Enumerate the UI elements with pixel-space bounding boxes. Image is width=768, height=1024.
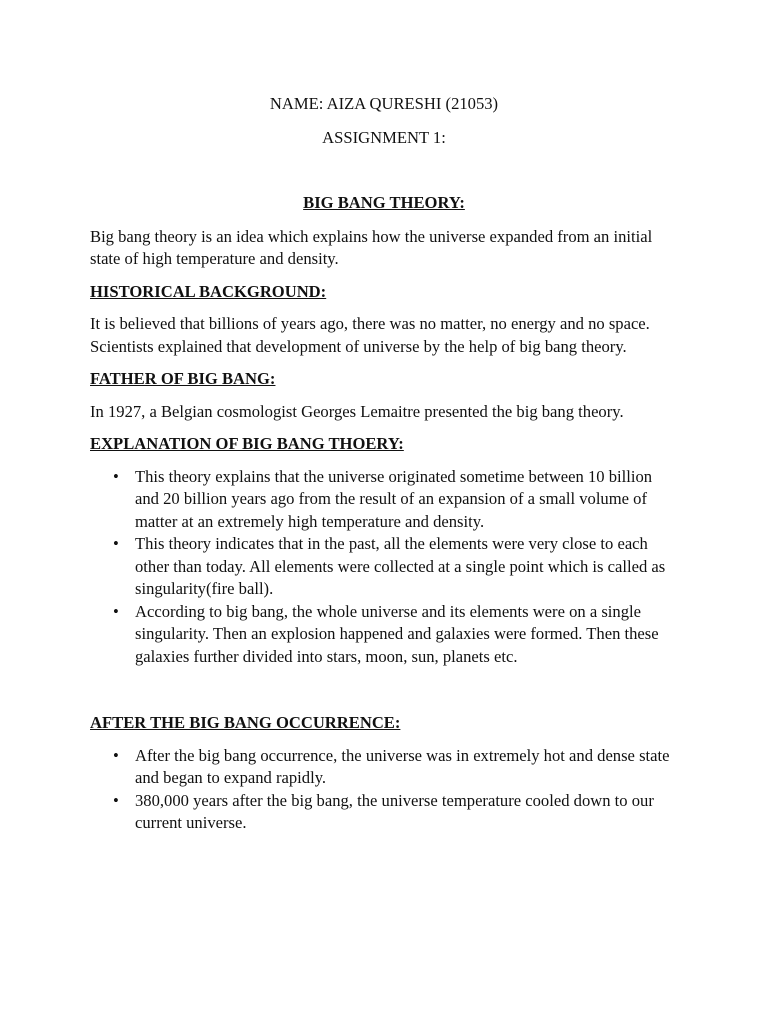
list-item-text: This theory indicates that in the past, all the elements were very close to each other than today. All elements were collected at a single point which is called as singularity(fire ball). [135, 534, 666, 598]
bullet-icon: • [113, 466, 119, 486]
list-item-text: After the big bang occurrence, the universe was in extremely hot and dense state and began to expand rapidly. [135, 745, 670, 787]
father-heading: FATHER OF BIG BANG: [90, 369, 276, 388]
intro-paragraph: Big bang theory is an idea which explains how the universe expanded from an initial state of high temperature and density. [90, 226, 653, 268]
explanation-bullet-list [90, 466, 678, 669]
list-item [113, 466, 678, 534]
student-name-line: NAME: AIZA QURESHI (21053) [269, 94, 499, 113]
list-item-text: According to big bang, the whole universe and its elements were on a single singularity. Then an explosion happened and galaxies were formed. Then these galaxies further divided into stars, moon, sun, planets etc. [135, 601, 659, 666]
list-item [113, 745, 678, 790]
list-item-text: This theory explains that the universe originated sometime between 10 billion and 20 billion years ago from the result of an expansion of a small volume of matter at an extremely high temperature and density. [135, 466, 653, 531]
list-item [113, 790, 678, 835]
list-item-text: 380,000 years after the big bang, the universe temperature cooled down to our current universe. [135, 790, 654, 832]
after-heading: AFTER THE BIG BANG OCCURRENCE: [90, 713, 401, 732]
father-paragraph: In 1927, a Belgian cosmologist Georges Lemaitre presented the big bang theory. [90, 401, 624, 421]
bullet-icon: • [113, 534, 119, 553]
document-title: BIG BANG THEORY: [303, 193, 465, 212]
historical-paragraph: It is believed that billions of years ago, there was no matter, no energy and no space. Scientists explained that development of universe by the help of big bang theory. [90, 314, 650, 356]
bullet-icon: • [113, 601, 119, 621]
historical-heading: HISTORICAL BACKGROUND: [90, 281, 327, 301]
list-item [113, 601, 678, 669]
bullet-icon: • [113, 745, 119, 765]
bullet-icon: • [113, 790, 119, 810]
after-bullet-list [90, 745, 678, 835]
explanation-heading: EXPLANATION OF BIG BANG THOERY: [90, 434, 404, 453]
section-spacer [90, 678, 678, 712]
list-item [113, 533, 678, 601]
assignment-line: ASSIGNMENT 1: [322, 127, 446, 147]
